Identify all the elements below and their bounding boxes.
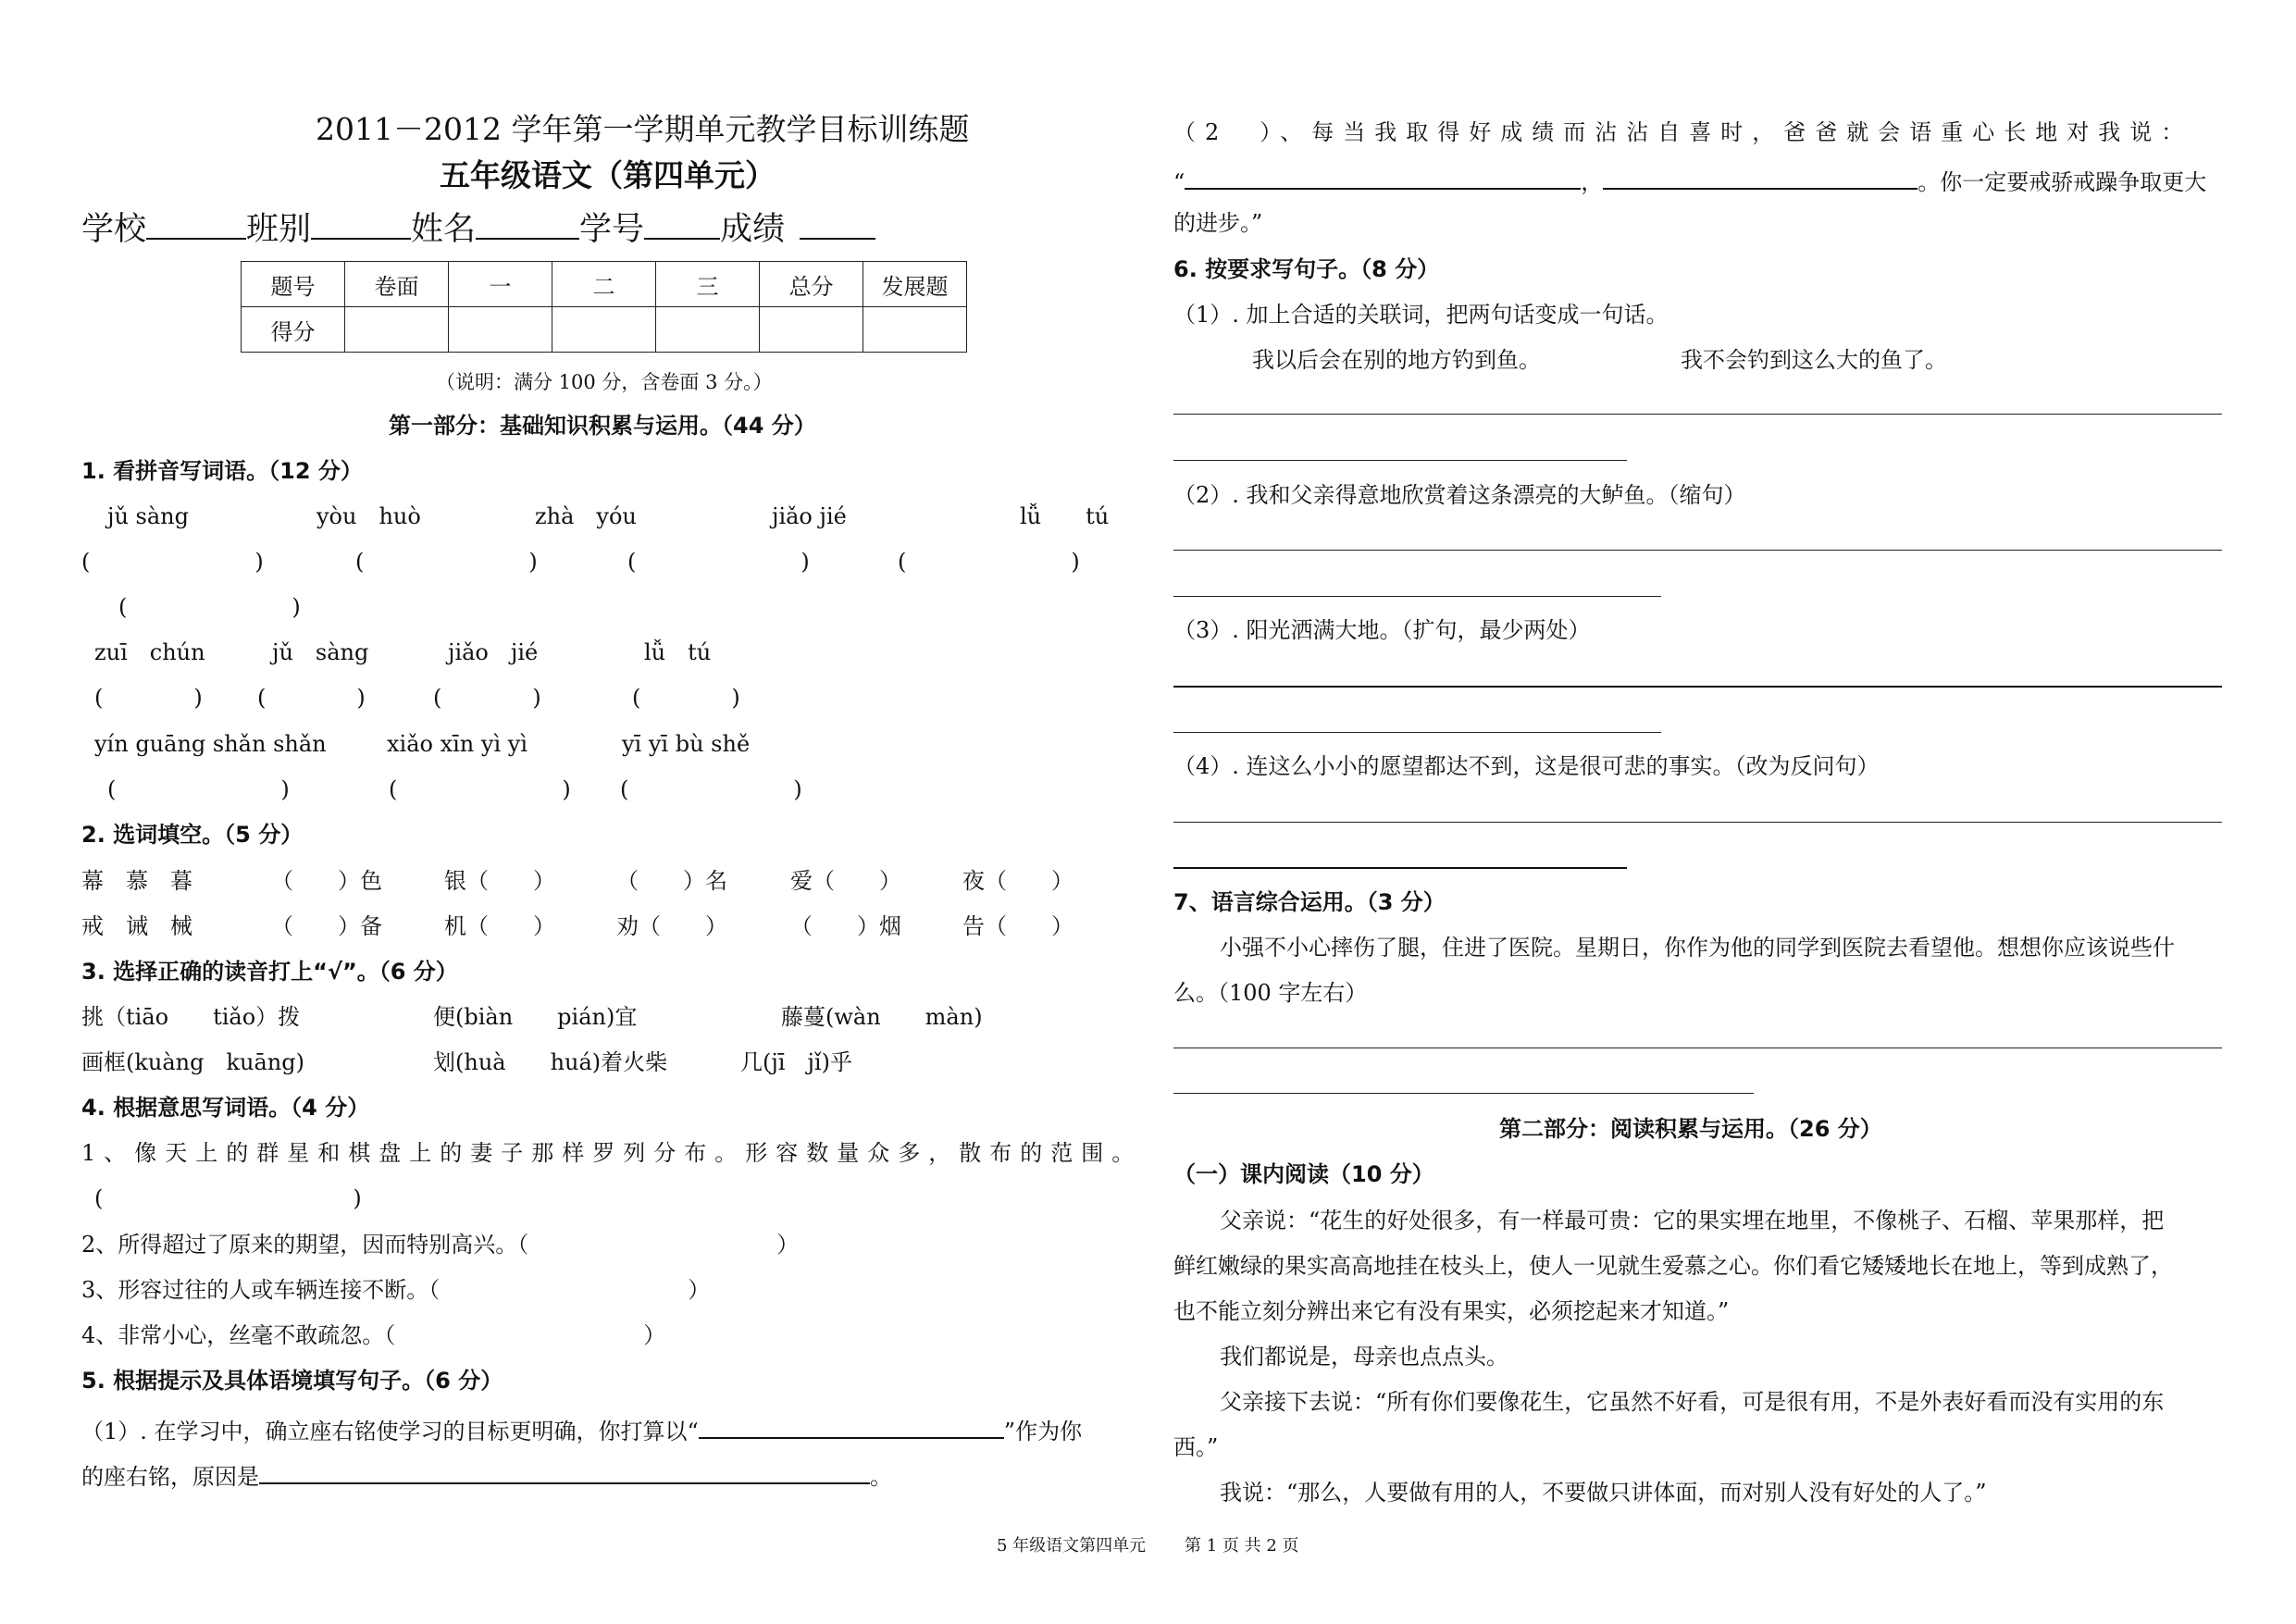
quote-blank-1[interactable] [1185, 164, 1581, 190]
passage-line: 父亲说：“花生的好处很多，有一样最可贵：它的果实埋在地里，不像桃子、石榴、苹果那样，把 [1220, 1208, 2165, 1233]
reason-blank[interactable] [259, 1458, 870, 1484]
q2-blank: （ ）名 [616, 868, 727, 894]
q3-option[interactable]: 便(biàn pián)宜 [433, 1004, 638, 1030]
score-header-cell: 总分 [760, 262, 863, 307]
number-blank[interactable] [644, 214, 720, 240]
q5-sentence-2-blanks: “ ， 。你一定要戒骄戒躁争取更大 [1173, 164, 2206, 196]
footer-unit-label: 5 年级语文第四单元 [997, 1536, 1147, 1556]
score-cell[interactable] [552, 307, 656, 353]
answer-parens: ( ) [627, 549, 810, 575]
q6-item-4: （4）. 连这么小小的愿望都达不到，这是很可悲的事实。（改为反问句） [1173, 753, 1880, 779]
q2-char-group: 戒 诫 械 [81, 913, 192, 939]
answer-parens: ( ) [433, 685, 541, 711]
q6-item-3: （3）. 阳光洒满大地。（扩句，最少两处） [1173, 617, 1591, 643]
q2-blank: 告（ ） [962, 913, 1074, 939]
q3-option[interactable]: 画框(kuàng kuāng) [81, 1049, 304, 1075]
answer-line[interactable] [1173, 686, 2222, 688]
answer-parens: ( ) [632, 685, 740, 711]
score-blank[interactable] [800, 214, 875, 240]
score-row-label: 得分 [242, 307, 345, 353]
passage-line: 西。” [1173, 1434, 1219, 1460]
quote-blank-2[interactable] [1603, 164, 1917, 190]
answer-parens: ( ) [81, 549, 264, 575]
q5-sentence-1-cont: 的座右铭，原因是 。 [81, 1458, 892, 1491]
q4-item-text: 2、所得超过了原来的期望，因而特别高兴。（ [81, 1232, 529, 1258]
school-blank[interactable] [146, 214, 246, 240]
q5-sentence-2: （2 ）、每当我取得好成绩而沾沾自喜时，爸爸就会语重心长地对我说： [1173, 119, 2193, 145]
q2-blank: 机（ ） [444, 913, 555, 939]
answer-line[interactable] [1173, 1093, 1754, 1094]
score-header-cell: 卷面 [345, 262, 449, 307]
q4-title: 4. 根据意思写词语。（4 分） [81, 1095, 370, 1121]
q5-text: 。你一定要戒骄戒躁争取更大 [1917, 169, 2207, 195]
q3-title: 3. 选择正确的读音打上“√”。（6 分） [81, 959, 458, 985]
pinyin: zuī chún [94, 639, 205, 665]
answer-parens: ( ) [94, 685, 203, 711]
pinyin: yī yī bù shě [622, 731, 751, 757]
part1-title: 第一部分：基础知识积累与运用。（44 分） [389, 413, 816, 439]
q4-item-text: 4、非常小心，丝毫不敢疏忽。（ [81, 1322, 396, 1348]
pinyin: jiǎo jié [448, 639, 539, 665]
answer-parens: ( ) [257, 685, 366, 711]
passage-line: 鲜红嫩绿的果实高高地挂在枝头上，使人一见就生爱慕之心。你们看它矮矮地长在地上，等到成熟了， [1173, 1253, 2173, 1279]
score-header-cell: 一 [449, 262, 552, 307]
answer-parens: ( ) [94, 1185, 362, 1211]
q4-item: 1、像天上的群星和棋盘上的妻子那样罗列分布。形容数量众多，散布的范围。 [81, 1140, 1143, 1166]
pinyin: lǚ tú [644, 639, 712, 665]
q4-item-text: 3、形容过往的人或车辆连接不断。（ [81, 1277, 441, 1303]
answer-line[interactable] [1173, 550, 2222, 551]
score-table [241, 261, 967, 353]
q4-item: 2、所得超过了原来的期望，因而特别高兴。（ ） [81, 1232, 800, 1258]
score-cell[interactable] [760, 307, 863, 353]
q4-item: 4、非常小心，丝毫不敢疏忽。（ ） [81, 1322, 666, 1348]
answer-line[interactable] [1173, 867, 1627, 869]
answer-parens: ( ) [118, 594, 301, 620]
q2-blank: 爱（ ） [790, 868, 901, 894]
answer-line[interactable] [1173, 596, 1661, 597]
q6-title: 6. 按要求写句子。（8 分） [1173, 256, 1440, 282]
answer-line[interactable] [1173, 414, 2222, 415]
pinyin: xiǎo xīn yì yì [387, 731, 527, 757]
pinyin: jǔ sàng [107, 503, 189, 529]
q3-option[interactable]: 几(jī jǐ)乎 [740, 1049, 852, 1075]
answer-parens: ( ) [620, 776, 802, 802]
q6-item-2: （2）. 我和父亲得意地欣赏着这条漂亮的大鲈鱼。（缩句） [1173, 482, 1746, 508]
q1-title: 1. 看拼音写词语。（12 分） [81, 458, 363, 484]
field-number: 学号 [579, 211, 645, 248]
score-cell[interactable] [863, 307, 967, 353]
pinyin: yòu huò [316, 503, 421, 529]
answer-line[interactable] [1173, 732, 1661, 733]
q5-text: ”作为你 [1003, 1419, 1083, 1444]
pinyin: zhà yóu [535, 503, 637, 529]
q3-option[interactable]: 划(huà huá)着火柴 [433, 1049, 668, 1075]
field-class: 班别 [246, 211, 312, 248]
q5-text: （1）. 在学习中，确立座右铭使学习的目标更明确，你打算以“ [81, 1419, 699, 1444]
q2-blank: （ ）备 [271, 913, 382, 939]
q2-blank: 银（ ） [444, 868, 555, 894]
reading-section-title: （一）课内阅读（10 分） [1173, 1161, 1434, 1187]
exam-title: 2011－2012 学年第一学期单元教学目标训练题 [316, 111, 970, 147]
q2-title: 2. 选词填空。（5 分） [81, 822, 304, 848]
q3-option[interactable]: 挑（tiāo tiǎo）拨 [81, 1004, 301, 1030]
part2-title: 第二部分：阅读积累与运用。（26 分） [1499, 1116, 1882, 1142]
page-number: 第 1 页 共 2 页 [1185, 1536, 1299, 1556]
score-table-score-row [242, 307, 967, 353]
q3-option[interactable]: 藤蔓(wàn màn) [781, 1004, 983, 1030]
passage-line: 我说：“那么，人要做有用的人，不要做只讲体面，而对别人没有好处的人了。” [1220, 1480, 1987, 1506]
answer-parens: ( ) [107, 776, 290, 802]
score-cell[interactable] [449, 307, 552, 353]
passage-line: 也不能立刻分辨出来它有没有果实，必须挖起来才知道。” [1173, 1298, 1730, 1324]
passage-line: 我们都说是，母亲也点点头。 [1220, 1344, 1508, 1370]
pinyin: jǔ sàng [272, 639, 369, 665]
answer-line[interactable] [1173, 822, 2222, 823]
exam-note: （说明：满分 100 分，含卷面 3 分。） [436, 371, 773, 393]
passage-line: 父亲接下去说：“所有你们要像花生，它虽然不好看，可是很有用，不是外表好看而没有实用的东 [1220, 1389, 2165, 1415]
q5-sentence-2-end: 的进步。” [1173, 210, 1263, 236]
q7-prompt: 小强不小心摔伤了腿，住进了医院。星期日，你作为他的同学到医院去看望他。想想你应该说些什 [1220, 935, 2175, 961]
class-blank[interactable] [311, 214, 411, 240]
q6-item-1: （1）. 加上合适的关联词，把两句话变成一句话。 [1173, 302, 1669, 328]
answer-line[interactable] [1173, 460, 1627, 461]
exam-subtitle: 五年级语文（第四单元） [440, 157, 776, 193]
answer-parens: ( ) [389, 776, 571, 802]
pinyin: lǚ tú [1020, 503, 1110, 529]
q2-blank: 夜（ ） [962, 868, 1074, 894]
score-cell[interactable] [656, 307, 760, 353]
pinyin: jiǎo jié [772, 503, 847, 529]
q2-blank: （ ）色 [271, 868, 382, 894]
q6-sentence-b: 我不会钓到这么大的鱼了。 [1681, 347, 1947, 373]
motto-blank[interactable] [699, 1413, 1004, 1439]
q6-sentence-a: 我以后会在别的地方钓到鱼。 [1252, 347, 1541, 373]
q4-item: 3、形容过往的人或车辆连接不断。（ ） [81, 1277, 711, 1303]
score-header-cell: 二 [552, 262, 656, 307]
q2-blank: （ ）烟 [790, 913, 901, 939]
field-score: 成绩 [720, 211, 786, 248]
q7-prompt-cont: 么。（100 字左右） [1173, 980, 1368, 1006]
q7-title: 7、语言综合运用。（3 分） [1173, 889, 1446, 915]
field-name: 姓名 [411, 211, 477, 248]
name-blank[interactable] [476, 214, 579, 240]
q5-text: 的座右铭，原因是 [81, 1464, 259, 1490]
score-table-header-row [242, 262, 967, 307]
score-header-cell: 三 [656, 262, 760, 307]
answer-parens: ( ) [898, 549, 1080, 575]
score-cell[interactable] [345, 307, 449, 353]
q2-char-group: 幕 慕 暮 [81, 868, 192, 894]
score-header-cell: 发展题 [863, 262, 967, 307]
pinyin: yín guāng shǎn shǎn [94, 731, 327, 757]
field-school: 学校 [81, 211, 147, 248]
answer-parens: ( ) [355, 549, 538, 575]
q5-sentence-1 [81, 1413, 1082, 1445]
student-info-fields [81, 209, 875, 250]
score-header-cell: 题号 [242, 262, 345, 307]
q2-blank: 劝（ ） [616, 913, 727, 939]
q5-title: 5. 根据提示及具体语境填写句子。（6 分） [81, 1368, 503, 1394]
